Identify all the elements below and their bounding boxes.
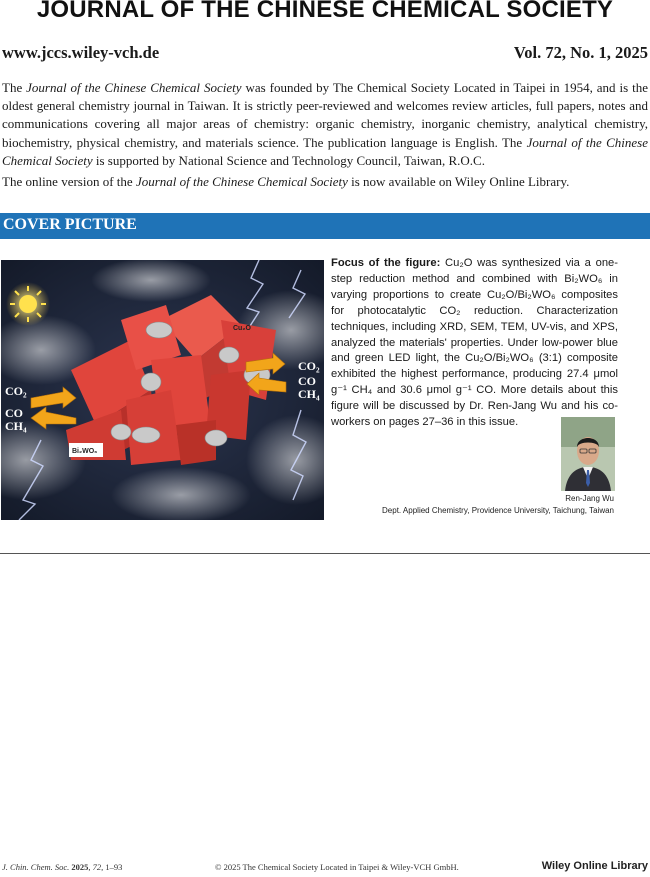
journal-name: Journal of the Chinese Chemical Society xyxy=(135,174,348,189)
journal-title: JOURNAL OF THE CHINESE CHEMICAL SOCIETY xyxy=(36,0,614,23)
footer-copyright: © 2025 The Chemical Society Located in Taipei & Wiley-VCH GmbH. xyxy=(215,862,459,872)
left-co2-label: CO₂ xyxy=(5,384,27,398)
author-affiliation: Dept. Applied Chemistry, Providence University, Taichung, Taiwan xyxy=(382,506,614,515)
author-name: Ren-Jang Wu xyxy=(565,494,614,503)
footer-citation: J. Chin. Chem. Soc. 2025, 72, 1–93 xyxy=(2,862,123,872)
author-portrait xyxy=(561,417,615,491)
online-availability: The online version of the Journal of the Chinese Chemical Society is now available on Wiley Online Library. xyxy=(2,174,570,189)
publisher-logo[interactable]: Wiley Online Library xyxy=(541,860,648,872)
right-ch4-label: CH₄ xyxy=(298,387,320,401)
right-co2-label: CO₂ xyxy=(298,359,320,373)
journal-name: Journal of the Chinese Chemical Society xyxy=(26,80,242,95)
cover-illustration xyxy=(1,260,324,520)
section-title: COVER PICTURE xyxy=(3,216,137,233)
volume-issue: Vol. 72, No. 1, 2025 xyxy=(513,43,648,62)
section-header-bar xyxy=(0,213,650,239)
caption-text: Cu₂O was synthesized via a one-step reduction method and combined with Bi₂WO₆ in varying proportions to create Cu₂O/Bi₂WO₆ composites for photocatalytic CO₂ reduction. Characterization techniques, including XRD, SEM, TEM, UV-vis, and XPS, analyzed the materials' properties. Under low-power blue and green LED light, the Cu₂O/Bi₂WO₆ (3:1) composite exhibited the highest performance, producing 27.4 μmol g⁻¹ CH₄ and 30.6 μmol g⁻¹ CO. More details about this figure will be discussed by Dr. Ren-Jang Wu and his co-workers on pages 27–36 in this issue. xyxy=(331,257,618,429)
left-co-label: CO xyxy=(5,406,23,420)
label-cu2o: Cu₂O xyxy=(233,325,251,332)
figure-caption xyxy=(331,256,618,431)
label-bi2wo6: Bi₂WO₆ xyxy=(72,448,98,455)
journal-name: Journal of the Chinese Chemical Society xyxy=(2,134,648,168)
cover-figure xyxy=(1,260,324,520)
caption-lead: Focus of the figure: xyxy=(331,257,441,269)
page-divider xyxy=(0,553,650,554)
journal-website[interactable]: www.jccs.wiley-vch.de xyxy=(2,43,160,62)
intro-paragraph: The Journal of the Chinese Chemical Society was founded by The Chemical Society Located in Taipei in 1954, and is the oldest general chemistry journal in Taiwan. It is strictly peer-reviewed and welcomes review articles, full papers, notes and communications covering all major areas of chemistry: organic chemistry, inorganic chemistry, analytical chemistry, biochemistry, physical chemistry, and materials science. The publication language is English. The Journal of the Chinese Chemical Society is supported by National Science and Technology Council, Taiwan, R.O.C. xyxy=(2,80,648,168)
sun-icon xyxy=(6,282,50,326)
right-co-label: CO xyxy=(298,374,316,388)
left-ch4-label: CH₄ xyxy=(5,419,27,433)
